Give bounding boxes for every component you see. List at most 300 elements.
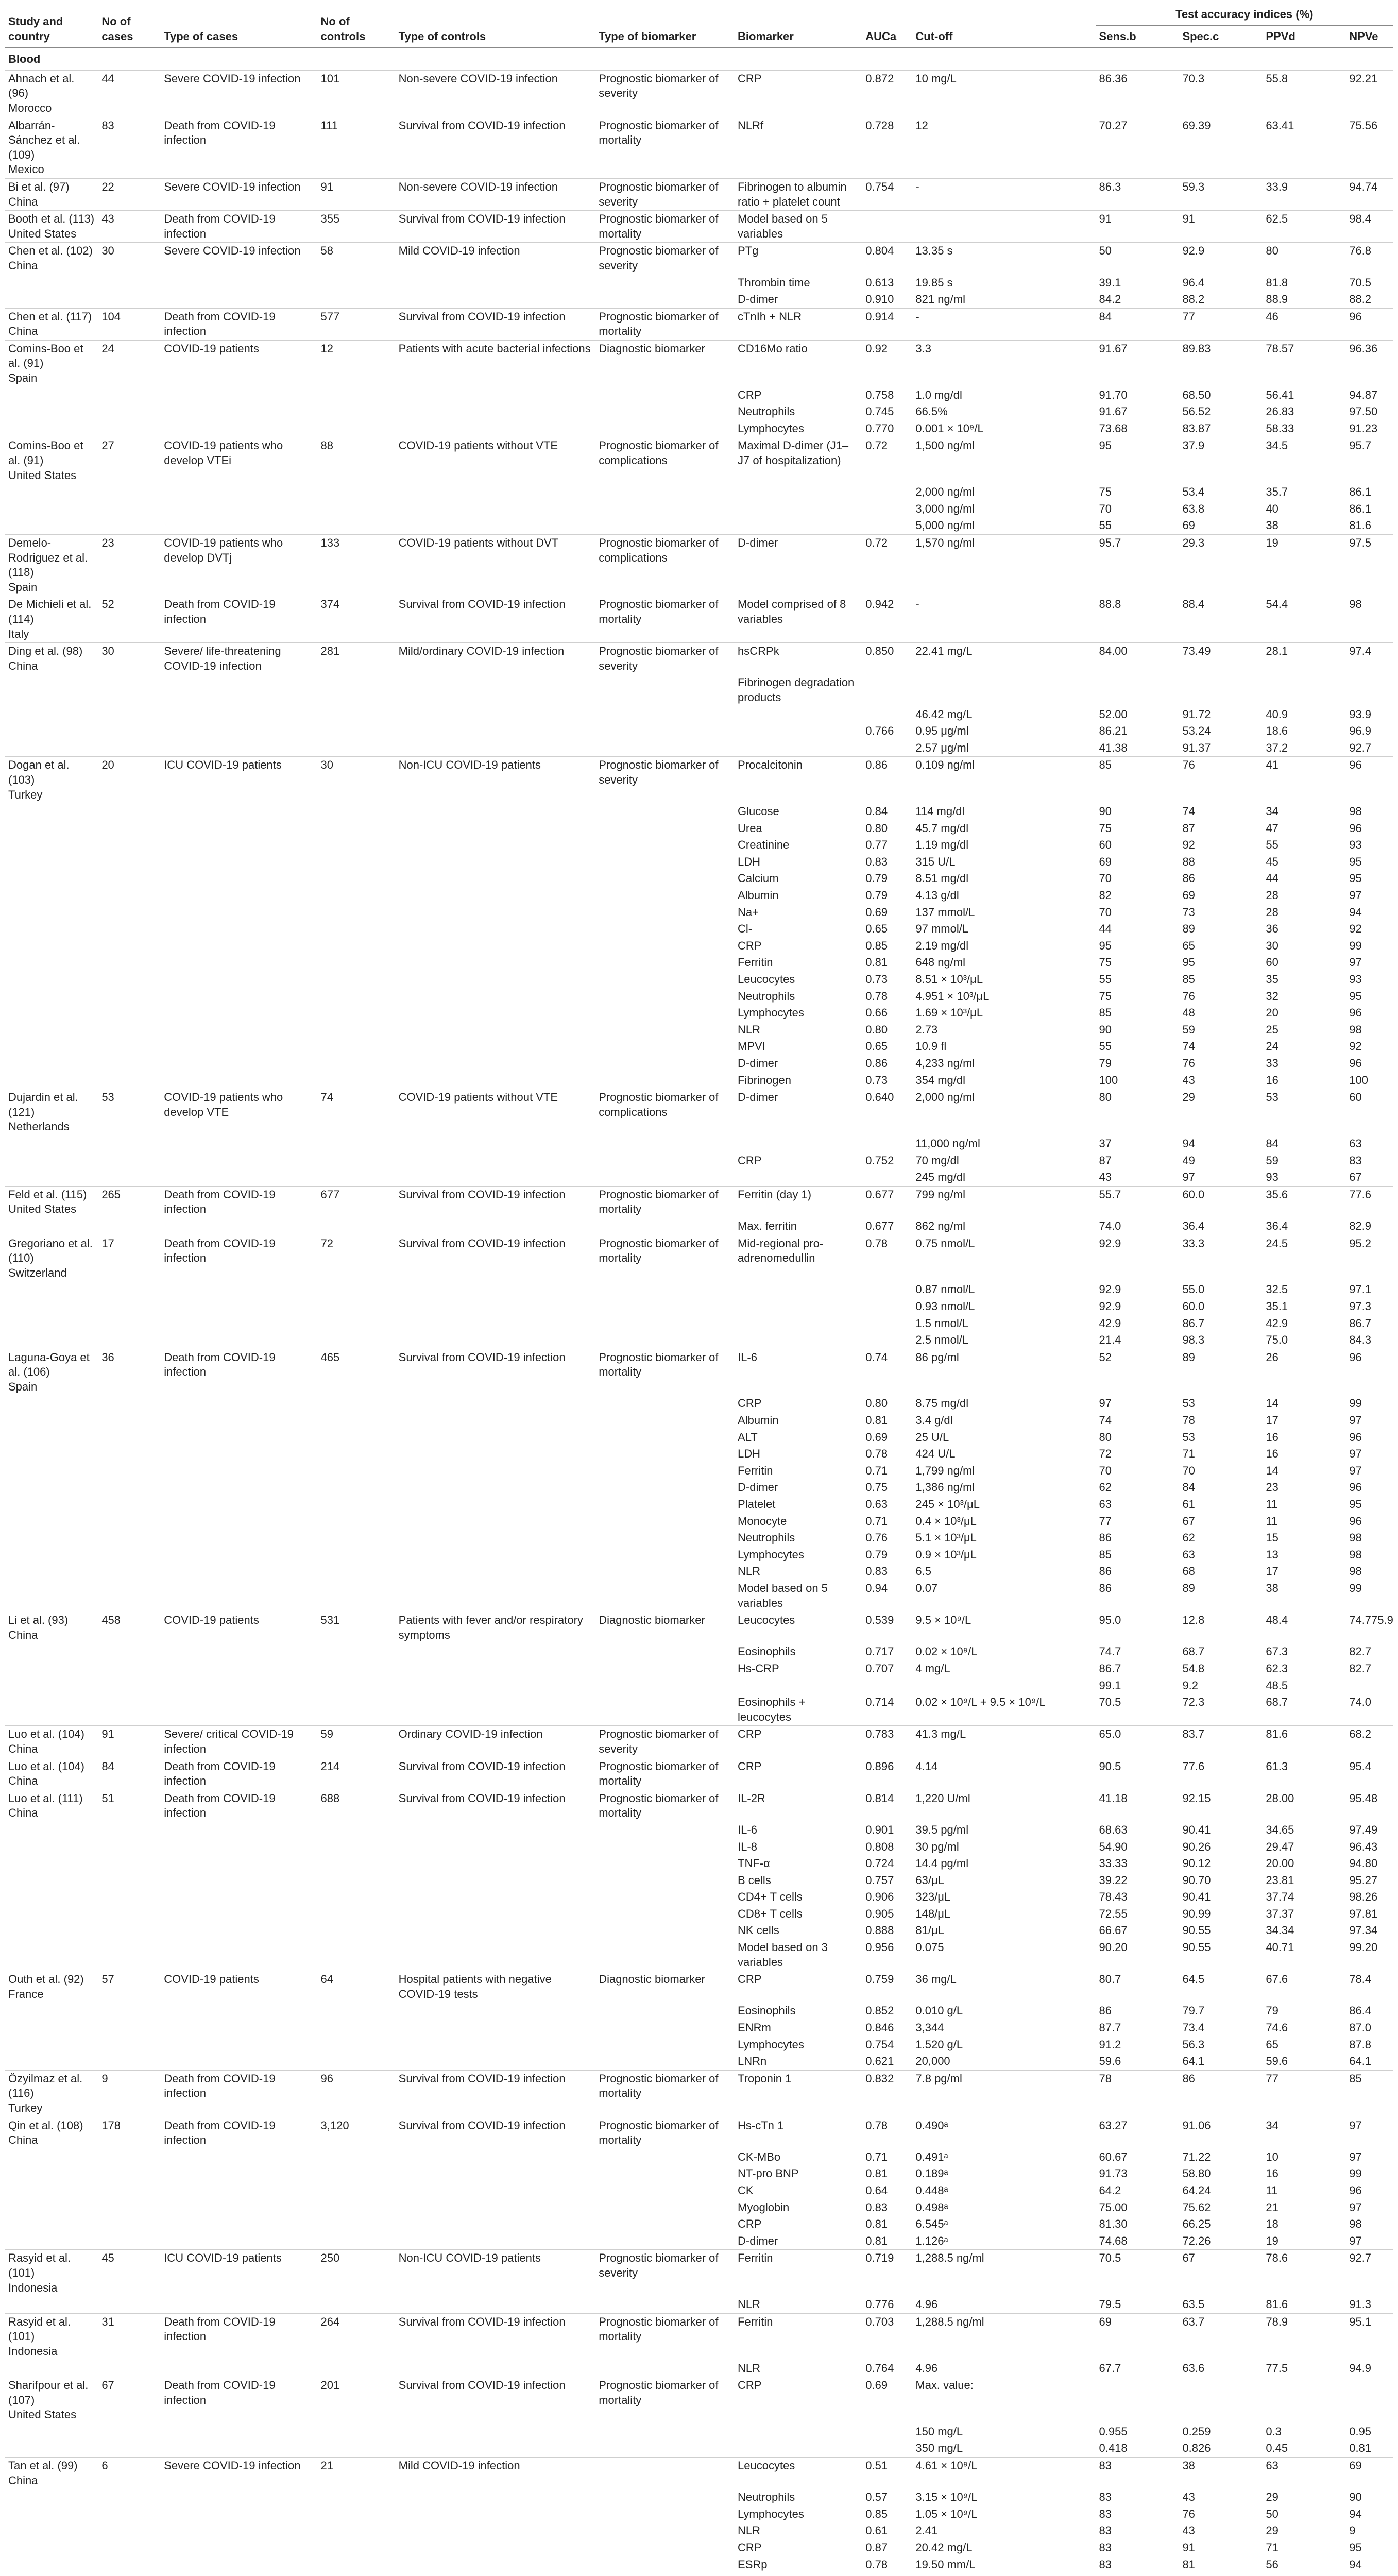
table-row (5, 921, 1393, 938)
biomarker-cell: Mid-regional pro-adrenomedullin (735, 1235, 862, 1281)
cutoff-cell: Max. value: (912, 2377, 1096, 2424)
controls-type-cell (396, 1281, 596, 1298)
controls-count-cell (318, 1332, 396, 1349)
cases-count-cell (98, 1136, 161, 1153)
npv-cell: 96 (1346, 1349, 1393, 1395)
sensitivity-cell: 72 (1099, 1447, 1112, 1461)
ppv-cell: 17 (1266, 1565, 1278, 1578)
biomarker-type-cell (595, 854, 735, 871)
controls-count-cell (318, 2003, 396, 2020)
cases-type-cell (161, 954, 317, 971)
header-cases-no: No of cases (98, 4, 161, 47)
npv-cell: 86.1 (1349, 485, 1372, 499)
cases-type-cell (161, 1547, 317, 1564)
cutoff-cell (912, 211, 1096, 243)
biomarker-type-cell (595, 1906, 735, 1923)
specificity-cell: 90.41 (1182, 1890, 1211, 1904)
ppv-cell: 38 (1266, 1582, 1278, 1595)
cutoff-cell: 4.61 × 10⁹/L (912, 2458, 1096, 2489)
controls-count-cell (318, 1395, 396, 1412)
npv-cell: 76.8 (1346, 243, 1393, 275)
cases-count-cell: 24 (98, 340, 161, 386)
controls-count-cell (318, 803, 396, 820)
sensitivity-cell: 65.0 (1096, 1726, 1180, 1758)
npv-cell: 98.4 (1346, 211, 1393, 243)
biomarker-type-cell (595, 2573, 735, 2576)
controls-count-cell (318, 484, 396, 501)
biomarker-cell: Albumin (738, 1414, 779, 1427)
cases-type-cell (161, 988, 317, 1005)
auc-cell: 0.72 (862, 437, 912, 484)
study-cell (5, 723, 98, 740)
controls-count-cell (318, 2424, 396, 2441)
cutoff-cell: 14.4 pg/ml (915, 1857, 969, 1870)
cutoff-cell: 3.15 × 10⁹/L (915, 2490, 978, 2504)
cutoff-cell: 137 mmol/L (915, 905, 975, 919)
study-cell (5, 1758, 98, 1790)
controls-type-cell (396, 1298, 596, 1315)
controls-type-cell (396, 2489, 596, 2506)
study-cell (5, 643, 98, 675)
sensitivity-cell: 70 (1099, 905, 1112, 919)
cutoff-cell: 0.075 (915, 1941, 944, 1954)
npv-cell: 96 (1349, 1057, 1362, 1070)
controls-count-cell (318, 2556, 396, 2573)
specificity-cell: 29.3 (1179, 535, 1263, 596)
ppv-cell: 68.7 (1266, 1696, 1288, 1709)
biomarker-type-cell (595, 1822, 735, 1839)
cases-type-cell (161, 387, 317, 404)
controls-count-cell (318, 1906, 396, 1923)
auc-cell: 0.83 (865, 2200, 888, 2214)
biomarker-cell (735, 1298, 862, 1315)
biomarker-type-cell (595, 275, 735, 292)
controls-type-cell: Survival from COVID-19 infection (396, 2070, 596, 2117)
sensitivity-cell: 95 (1096, 437, 1180, 484)
biomarker-type-cell (595, 1395, 735, 1412)
study-cell (5, 178, 98, 210)
auc-cell: 0.758 (865, 388, 894, 401)
cutoff-cell: 148/μL (915, 1907, 951, 1920)
cases-count-cell (98, 1055, 161, 1072)
specificity-cell: 53.4 (1182, 485, 1205, 499)
table-row (5, 2250, 1393, 2296)
controls-count-cell: 72 (318, 1235, 396, 1281)
cutoff-cell: 315 U/L (915, 855, 956, 868)
study-cell (5, 275, 98, 292)
study-cell (5, 340, 98, 386)
controls-type-cell (396, 988, 596, 1005)
biomarker-type-cell (595, 1889, 735, 1906)
biomarker-type-cell (595, 2003, 735, 2020)
header-indices: Test accuracy indices (%) (1096, 4, 1393, 26)
biomarker-type-cell (595, 1530, 735, 1547)
biomarker-cell: TNF-α (738, 1857, 770, 1870)
specificity-cell: 69 (1182, 519, 1195, 532)
cases-type-cell (161, 1298, 317, 1315)
controls-type-cell (396, 1939, 596, 1971)
sensitivity-cell: 37 (1099, 1137, 1112, 1150)
table-row (5, 1349, 1393, 1395)
table-row (5, 2117, 1393, 2149)
cutoff-cell: 20.42 mg/L (915, 2541, 973, 2554)
sensitivity-cell: 90 (1099, 805, 1112, 818)
auc-cell: 0.83 (865, 1565, 888, 1578)
study-name: Özyilmaz et al. (116) (8, 2072, 83, 2100)
biomarker-type-cell (595, 1643, 735, 1660)
cases-count-cell (98, 820, 161, 837)
ppv-cell: 34 (1263, 2117, 1346, 2149)
study-name: Demelo-Rodriguez et al. (118) (8, 536, 88, 579)
controls-count-cell (318, 1939, 396, 1971)
controls-type-cell (396, 971, 596, 988)
ppv-cell: 14 (1266, 1397, 1278, 1410)
auc-cell: 0.74 (862, 1349, 912, 1395)
specificity-cell: 72.26 (1182, 2234, 1211, 2247)
cases-count-cell (98, 291, 161, 308)
biomarker-type-cell: Prognostic biomarker of complications (595, 1089, 735, 1136)
table-row (5, 211, 1393, 243)
biomarker-cell: Monocyte (738, 1514, 787, 1528)
controls-count-cell (318, 938, 396, 955)
cases-count-cell (98, 2053, 161, 2070)
specificity-cell: 48 (1182, 1006, 1195, 1020)
controls-type-cell (396, 1839, 596, 1856)
biomarker-type-cell (595, 2149, 735, 2166)
controls-type-cell: Survival from COVID-19 infection (396, 1758, 596, 1790)
sensitivity-cell: 33.33 (1099, 1857, 1128, 1870)
controls-type-cell (396, 1822, 596, 1839)
biomarker-cell: Glucose (738, 805, 779, 818)
specificity-cell: 89 (1182, 922, 1195, 936)
auc-cell (862, 484, 912, 501)
biomarker-cell: Model comprised of 8 variables (735, 596, 862, 643)
study-country: Indonesia (8, 2281, 58, 2294)
cases-type-cell: Death from COVID-19 infection (161, 1186, 317, 1218)
ppv-cell: 81.6 (1263, 1726, 1346, 1758)
biomarker-type-cell (595, 938, 735, 955)
cutoff-cell: - (912, 308, 1096, 340)
specificity-cell (1179, 2377, 1263, 2424)
study-cell (5, 211, 98, 243)
table-row (5, 1612, 1393, 1644)
npv-cell: 97.5 (1346, 535, 1393, 596)
study-cell (5, 2458, 98, 2489)
npv-cell: 93.9 (1349, 707, 1372, 721)
controls-count-cell (318, 2216, 396, 2233)
controls-count-cell: 111 (318, 117, 396, 178)
controls-type-cell (396, 2233, 596, 2250)
ppv-cell: 56 (1266, 2557, 1278, 2571)
biomarker-cell: PTg (735, 243, 862, 275)
controls-type-cell (396, 1218, 596, 1235)
cases-count-cell (98, 2199, 161, 2216)
sensitivity-cell: 41.38 (1099, 741, 1128, 754)
specificity-cell: 89.83 (1179, 340, 1263, 386)
sensitivity-cell: 85 (1099, 1548, 1112, 1561)
cases-type-cell (161, 2506, 317, 2523)
biomarker-cell: Creatinine (738, 838, 790, 852)
specificity-cell: 98.3 (1182, 1333, 1205, 1347)
controls-type-cell (396, 1315, 596, 1332)
table-row (5, 1153, 1393, 1170)
study-cell (5, 1513, 98, 1530)
biomarker-cell: Neutrophils (738, 405, 795, 418)
specificity-cell: 92.9 (1179, 243, 1263, 275)
table-row (5, 2489, 1393, 2506)
sensitivity-cell: 95.0 (1096, 1612, 1180, 1644)
table-row (5, 484, 1393, 501)
sensitivity-cell: 79.5 (1099, 2298, 1121, 2311)
cases-type-cell (161, 1563, 317, 1580)
cases-type-cell (161, 1530, 317, 1547)
sensitivity-cell: 70.5 (1099, 1696, 1121, 1709)
cases-type-cell (161, 1136, 317, 1153)
cases-count-cell (98, 1005, 161, 1022)
cutoff-cell: - (912, 178, 1096, 210)
table-row (5, 1906, 1393, 1923)
cases-count-cell (98, 1694, 161, 1726)
cutoff-cell: 4 mg/L (915, 1662, 950, 1675)
cutoff-cell: 13.35 s (912, 243, 1096, 275)
npv-cell: 92.21 (1346, 70, 1393, 117)
cutoff-cell: 424 U/L (915, 1447, 956, 1461)
ppv-cell: 36 (1266, 922, 1278, 936)
cases-type-cell (161, 2199, 317, 2216)
table-row (5, 1547, 1393, 1564)
table-row (5, 1218, 1393, 1235)
cases-count-cell (98, 484, 161, 501)
cutoff-cell: 1.19 mg/dl (915, 838, 969, 852)
cases-type-cell (161, 1906, 317, 1923)
cases-count-cell: 45 (98, 2250, 161, 2296)
study-cell (5, 1922, 98, 1939)
specificity-cell: 74 (1182, 1040, 1195, 1053)
study-country: China (8, 259, 38, 272)
ppv-cell: 75.0 (1266, 1333, 1288, 1347)
header-npv: NPVe (1346, 26, 1393, 48)
study-cell (5, 420, 98, 437)
study-name: Albarrán-Sánchez et al. (109) (8, 118, 80, 161)
ppv-cell: 59 (1266, 1154, 1278, 1167)
biomarker-type-cell (595, 2165, 735, 2182)
cutoff-cell: 46.42 mg/L (915, 707, 973, 721)
biomarker-type-cell: Prognostic biomarker of severity (595, 2250, 735, 2296)
table-row (5, 1694, 1393, 1726)
auc-cell: 0.956 (865, 1941, 894, 1954)
specificity-cell: 91.06 (1179, 2117, 1263, 2149)
controls-count-cell: 58 (318, 243, 396, 275)
cases-type-cell (161, 1412, 317, 1429)
auc-cell: 0.69 (865, 905, 888, 919)
npv-cell: 98 (1349, 1023, 1362, 1036)
controls-type-cell (396, 1563, 596, 1580)
study-cell (5, 1038, 98, 1055)
study-cell (5, 2522, 98, 2539)
biomarker-type-cell (595, 2556, 735, 2573)
specificity-cell: 86 (1179, 2070, 1263, 2117)
auc-cell: 0.745 (865, 405, 894, 418)
ppv-cell: 18 (1266, 2217, 1278, 2231)
study-name: Comins-Boo et al. (91) (8, 342, 83, 370)
biomarker-type-cell (595, 2233, 735, 2250)
npv-cell: 97.1 (1349, 1283, 1372, 1296)
controls-type-cell (396, 2296, 596, 2313)
specificity-cell: 75.62 (1182, 2200, 1211, 2214)
study-country: China (8, 2133, 38, 2147)
cases-type-cell (161, 740, 317, 757)
cases-type-cell (161, 1038, 317, 1055)
controls-count-cell (318, 291, 396, 308)
auc-cell: 0.759 (862, 1971, 912, 2003)
npv-cell: 95.27 (1349, 1873, 1378, 1887)
biomarker-cell: D-dimer (735, 535, 862, 596)
biomarker-type-cell (595, 1694, 735, 1726)
biomarker-cell (735, 706, 862, 723)
cutoff-cell: 354 mg/dl (915, 1073, 965, 1087)
biomarker-type-cell (595, 1513, 735, 1530)
auc-cell (862, 1169, 912, 1186)
study-cell (5, 1429, 98, 1446)
cases-count-cell (98, 2182, 161, 2199)
auc-cell: 0.80 (865, 1023, 888, 1036)
table-row (5, 1446, 1393, 1463)
study-cell (5, 1790, 98, 1822)
cases-count-cell (98, 2020, 161, 2037)
controls-count-cell: 577 (318, 308, 396, 340)
npv-cell: 95 (1349, 855, 1362, 868)
table-row (5, 1136, 1393, 1153)
controls-count-cell (318, 1055, 396, 1072)
auc-cell: 0.87 (865, 2541, 888, 2554)
npv-cell: 95.7 (1346, 437, 1393, 484)
specificity-cell: 54.8 (1182, 1662, 1205, 1675)
header-spec: Spec.c (1179, 26, 1263, 48)
biomarker-type-cell: Prognostic biomarker of severity (595, 757, 735, 803)
npv-cell: 0.81 (1349, 2442, 1372, 2455)
controls-type-cell (396, 387, 596, 404)
study-name: Laguna-Goya et al. (106) (8, 1350, 90, 1379)
specificity-cell: 53 (1182, 1430, 1195, 1444)
auc-cell: 0.85 (865, 939, 888, 952)
sensitivity-cell: 52 (1096, 1349, 1180, 1395)
table-row (5, 2458, 1393, 2489)
ppv-cell: 34 (1266, 805, 1278, 818)
ppv-cell: 41 (1263, 757, 1346, 803)
study-country: Switzerland (8, 1266, 67, 1279)
table-row (5, 1677, 1393, 1694)
study-cell (5, 2117, 98, 2149)
ppv-cell: 60 (1266, 956, 1278, 969)
biomarker-type-cell (595, 1298, 735, 1315)
table-row (5, 1412, 1393, 1429)
controls-count-cell (318, 420, 396, 437)
biomarker-type-cell (595, 837, 735, 854)
cutoff-cell: 1,288.5 ng/ml (912, 2250, 1096, 2296)
sensitivity-cell: 86.3 (1096, 178, 1180, 210)
controls-count-cell (318, 1822, 396, 1839)
biomarker-type-cell: Prognostic biomarker of severity (595, 70, 735, 117)
biomarker-cell (735, 723, 862, 740)
study-name: Chen et al. (102) (8, 244, 93, 258)
sensitivity-cell (1096, 674, 1180, 706)
specificity-cell: 97 (1182, 1171, 1195, 1184)
cutoff-cell: 0.4 × 10³/μL (915, 1514, 977, 1528)
sensitivity-cell: 91 (1096, 211, 1180, 243)
biomarker-type-cell: Prognostic biomarker of mortality (595, 1349, 735, 1395)
study-name: Ding et al. (98) (8, 645, 83, 658)
cases-count-cell: 83 (98, 117, 161, 178)
auc-cell: 0.770 (865, 421, 894, 435)
auc-cell (862, 1136, 912, 1153)
cases-type-cell: Severe/ life-threatening COVID-19 infection (161, 643, 317, 675)
sensitivity-cell: 75.00 (1099, 2200, 1128, 2214)
cases-count-cell (98, 2003, 161, 2020)
ppv-cell: 16 (1266, 1430, 1278, 1444)
controls-type-cell (396, 803, 596, 820)
cases-count-cell (98, 1022, 161, 1039)
table-row (5, 596, 1393, 643)
biomarker-cell: Procalcitonin (735, 757, 862, 803)
auc-cell: 0.78 (862, 1235, 912, 1281)
ppv-cell: 33.9 (1263, 178, 1346, 210)
cases-count-cell (98, 1218, 161, 1235)
auc-cell: 0.71 (865, 1514, 888, 1528)
cases-count-cell (98, 2360, 161, 2377)
npv-cell: 98 (1349, 1548, 1362, 1561)
cases-type-cell: Death from COVID-19 infection (161, 308, 317, 340)
controls-count-cell: 531 (318, 1612, 396, 1644)
study-cell (5, 2296, 98, 2313)
biomarker-cell (735, 2424, 862, 2441)
npv-cell: 92 (1349, 922, 1362, 936)
table-row (5, 1726, 1393, 1758)
biomarker-type-cell (595, 820, 735, 837)
biomarker-cell: Fibrinogen degradation products (738, 676, 855, 704)
ppv-cell: 32 (1266, 989, 1278, 1003)
controls-count-cell (318, 2037, 396, 2054)
controls-type-cell (396, 2020, 596, 2037)
ppv-cell: 11 (1266, 1498, 1278, 1511)
npv-cell: 98 (1349, 1565, 1362, 1578)
cases-count-cell (98, 2424, 161, 2441)
npv-cell: 94 (1349, 2507, 1362, 2520)
study-cell (5, 2313, 98, 2360)
specificity-cell: 91 (1179, 211, 1263, 243)
table-row (5, 740, 1393, 757)
study-cell (5, 1169, 98, 1186)
controls-type-cell: Survival from COVID-19 infection (396, 117, 596, 178)
ppv-cell: 34.65 (1266, 1823, 1294, 1836)
controls-count-cell (318, 1530, 396, 1547)
ppv-cell: 11 (1266, 2183, 1278, 2197)
cases-count-cell: 22 (98, 178, 161, 210)
biomarker-type-cell (595, 1429, 735, 1446)
auc-cell: 0.677 (862, 1186, 912, 1218)
cases-count-cell (98, 420, 161, 437)
biomarker-cell: Fibrinogen to albumin ratio + platelet count (735, 178, 862, 210)
auc-cell: 0.832 (862, 2070, 912, 2117)
cases-type-cell (161, 484, 317, 501)
cases-type-cell: Death from COVID-19 infection (161, 211, 317, 243)
biomarker-type-cell: Prognostic biomarker of mortality (595, 1758, 735, 1790)
auc-cell: 0.776 (865, 2298, 894, 2311)
table-row (5, 1889, 1393, 1906)
biomarker-type-cell: Prognostic biomarker of mortality (595, 2313, 735, 2360)
sensitivity-cell: 78.43 (1099, 1890, 1128, 1904)
biomarker-type-cell (595, 954, 735, 971)
controls-count-cell (318, 1660, 396, 1677)
